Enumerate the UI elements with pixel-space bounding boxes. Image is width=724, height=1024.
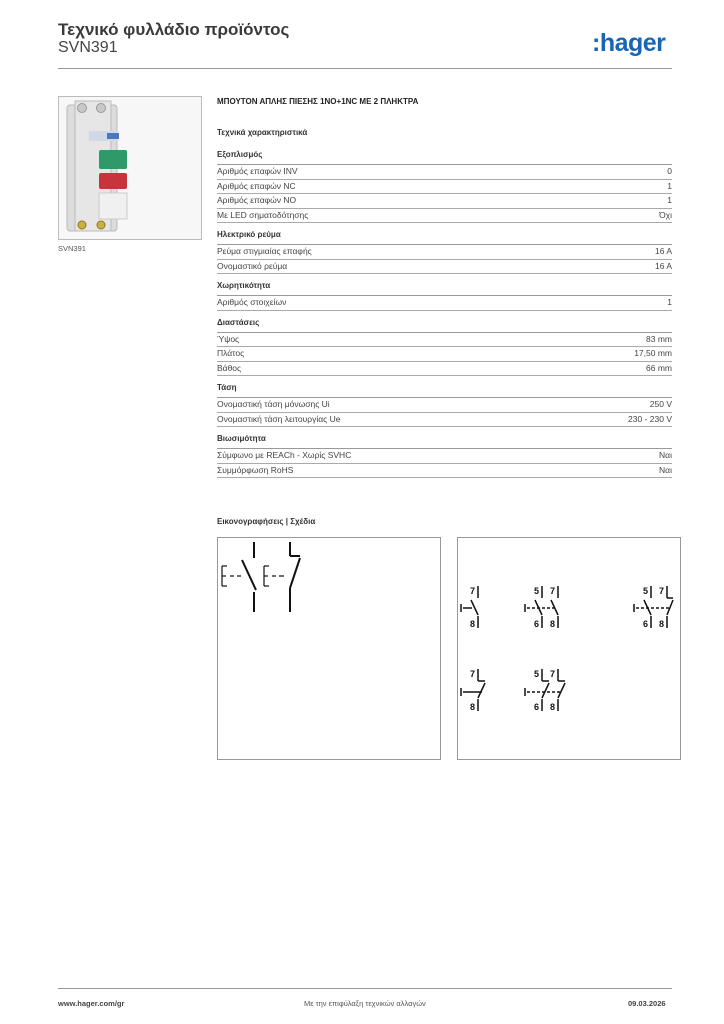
spec-row xyxy=(217,333,672,348)
terminal-label: 7 xyxy=(550,669,556,679)
spec-row xyxy=(217,362,672,377)
terminal-label: 8 xyxy=(550,619,556,629)
group-title: Βιωσιμότητα xyxy=(217,434,672,449)
section-title: Τεχνικά χαρακτηριστικά xyxy=(217,128,308,137)
spec-label: Βάθος xyxy=(217,362,242,373)
terminal-label: 5 xyxy=(534,586,540,596)
spec-label: Ονομαστική τάση μόνωσης Ui xyxy=(217,399,330,409)
footer-date: 09.03.2026 xyxy=(628,999,666,1008)
terminal-label: 5 xyxy=(643,586,649,596)
footer-website-link[interactable]: www.hager.com/gr xyxy=(58,999,125,1008)
spec-value: Ναι xyxy=(659,450,672,460)
schematic-drawing-2 xyxy=(457,537,681,760)
spec-value: 230 - 230 V xyxy=(628,413,672,424)
terminal-label: 8 xyxy=(470,702,476,712)
spec-label: Ονομαστική τάση λειτουργίας Ue xyxy=(217,413,341,424)
spec-row xyxy=(217,413,672,428)
terminal-label: 8 xyxy=(550,702,556,712)
spec-row xyxy=(217,165,672,180)
spec-label: Με LED σηματοδότησης xyxy=(217,209,309,220)
specs-panel xyxy=(217,97,672,485)
terminal-label: 6 xyxy=(534,619,540,629)
terminal-label: 7 xyxy=(659,586,665,596)
spec-row xyxy=(217,347,672,362)
spec-value: 1 xyxy=(667,180,672,191)
group-equipment xyxy=(217,150,672,223)
spec-row xyxy=(217,449,672,464)
spec-row xyxy=(217,245,672,260)
hager-logo: :hager xyxy=(592,29,666,57)
spec-label: Αριθμός επαφών NC xyxy=(217,180,296,191)
terminal-label: 6 xyxy=(643,619,649,629)
footer-note: Με την επιφύλαξη τεχνικών αλλαγών xyxy=(304,999,426,1008)
spec-value: Ναι xyxy=(659,464,672,475)
spec-value: 16 A xyxy=(654,246,672,256)
group-title: Διαστάσεις xyxy=(217,318,672,333)
spec-value: 16 A xyxy=(654,260,672,271)
spec-value: 1 xyxy=(667,297,672,307)
header-divider xyxy=(58,68,672,69)
spec-label: Πλάτος xyxy=(217,348,245,358)
spec-value: 83 mm xyxy=(646,333,672,344)
spec-row xyxy=(217,209,672,224)
terminal-label: 6 xyxy=(534,702,540,712)
group-title: Ηλεκτρικό ρεύμα xyxy=(217,230,672,245)
terminal-label: 8 xyxy=(470,619,476,629)
terminal-label: 7 xyxy=(550,586,556,596)
illustrations-title: Εικονογραφήσεις | Σχέδια xyxy=(217,517,316,526)
group-electric-current xyxy=(217,230,672,274)
spec-label: Συμμόρφωση RoHS xyxy=(217,464,294,475)
page-title: Τεχνικό φυλλάδιο προϊόντος xyxy=(58,20,290,39)
group-dimensions xyxy=(217,318,672,377)
spec-label: Αριθμός επαφών INV xyxy=(217,166,298,176)
group-voltage xyxy=(217,383,672,427)
spec-label: Αριθμός στοιχείων xyxy=(217,297,287,307)
group-sustainability xyxy=(217,434,672,478)
terminal-label: 8 xyxy=(659,619,665,629)
spec-value: 17,50 mm xyxy=(634,348,672,358)
product-image xyxy=(58,96,202,240)
spec-value: 1 xyxy=(667,195,672,205)
spec-row xyxy=(217,296,672,311)
spec-row xyxy=(217,180,672,195)
group-capacity xyxy=(217,281,672,311)
group-title: Εξοπλισμός xyxy=(217,150,672,165)
terminal-label: 7 xyxy=(470,586,476,596)
spec-label: Ρεύμα στιγμιαίας επαφής xyxy=(217,246,312,256)
spec-value: 0 xyxy=(667,166,672,176)
footer-divider xyxy=(58,988,672,989)
product-name: ΜΠΟΥΤΟΝ ΑΠΛΗΣ ΠΙΕΣΗΣ 1NO+1NC ΜΕ 2 ΠΛΗΚΤΡΑ xyxy=(217,97,419,106)
spec-label: Αριθμός επαφών NO xyxy=(217,195,297,205)
spec-value: 66 mm xyxy=(646,362,672,373)
product-code: SVN391 xyxy=(58,39,118,56)
product-image-caption: SVN391 xyxy=(58,244,86,253)
spec-label: Ονομαστικό ρεύμα xyxy=(217,260,288,271)
group-title: Τάση xyxy=(217,383,672,398)
schematic-drawing-1 xyxy=(217,537,441,760)
spec-row xyxy=(217,260,672,275)
group-title: Χωρητικότητα xyxy=(217,281,672,296)
terminal-label: 7 xyxy=(470,669,476,679)
spec-value: 250 V xyxy=(649,399,672,409)
spec-row xyxy=(217,194,672,209)
spec-row xyxy=(217,464,672,479)
spec-row xyxy=(217,398,672,413)
spec-value: Όχι xyxy=(659,209,672,220)
terminal-label: 5 xyxy=(534,669,540,679)
spec-label: Ύψος xyxy=(217,333,240,344)
spec-label: Σύμφωνο με REACh - Χωρίς SVHC xyxy=(217,450,352,460)
